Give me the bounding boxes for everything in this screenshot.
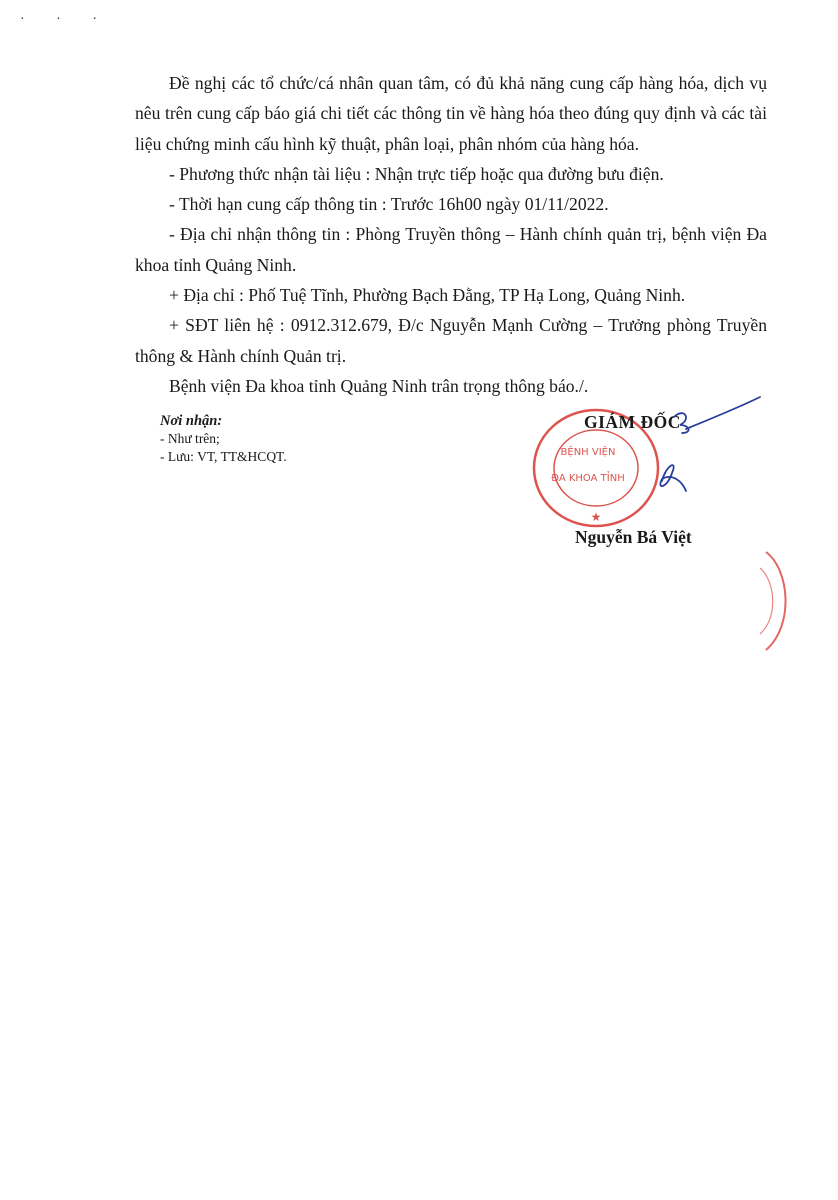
receipt-method: - Phương thức nhận tài liệu : Nhận trực tiếp hoặc qua đường bưu điện.: [169, 163, 664, 184]
recipient-item: - Lưu: VT, TT&HCQT.: [160, 449, 287, 464]
street-address: + Địa chỉ : Phố Tuệ Tĩnh, Phường Bạch Đằng, TP Hạ Long, Quảng Ninh.: [169, 285, 686, 306]
receiving-address: - Địa chỉ nhận thông tin : Phòng Truyền thông – Hành chính quản trị, bệnh viện Đa khoa tỉnh Quảng Ninh.: [135, 224, 767, 275]
recipients-block: [160, 412, 287, 466]
signer-name: Nguyễn Bá Việt: [575, 527, 692, 547]
stamp-line-2: ĐA KHOA TỈNH: [551, 473, 625, 484]
document-body: [135, 68, 767, 401]
recipients-title: Nơi nhận:: [160, 413, 223, 429]
stamp-line-1: BỆNH VIỆN: [560, 447, 616, 458]
request-paragraph: Đề nghị các tổ chức/cá nhân quan tâm, có đủ khả năng cung cấp hàng hóa, dịch vụ nêu trên cung cấp báo giá chi tiết các thông tin về hàng hóa theo đúng quy định và các tài liệu chứng minh cấu hình kỹ thuật, phân loại, phân nhóm của hàng hóa.: [135, 73, 767, 154]
scan-dots: · · ·: [20, 12, 111, 27]
handwritten-signature: [620, 395, 770, 505]
closing-line: Bệnh viện Đa khoa tỉnh Quảng Ninh trân trọng thông báo./.: [169, 375, 589, 396]
signature-title: GIÁM ĐỐC: [584, 412, 681, 432]
partial-seal-edge: [748, 548, 808, 653]
stamp-star-icon: ★: [590, 510, 602, 524]
recipient-item: - Như trên;: [160, 431, 220, 446]
contact-phone: + SĐT liên hệ : 0912.312.679, Đ/c Nguyễn Mạnh Cường – Trưởng phòng Truyền thông & Hành chính Quản trị.: [135, 315, 767, 366]
deadline: - Thời hạn cung cấp thông tin : Trước 16h00 ngày 01/11/2022.: [169, 194, 609, 215]
